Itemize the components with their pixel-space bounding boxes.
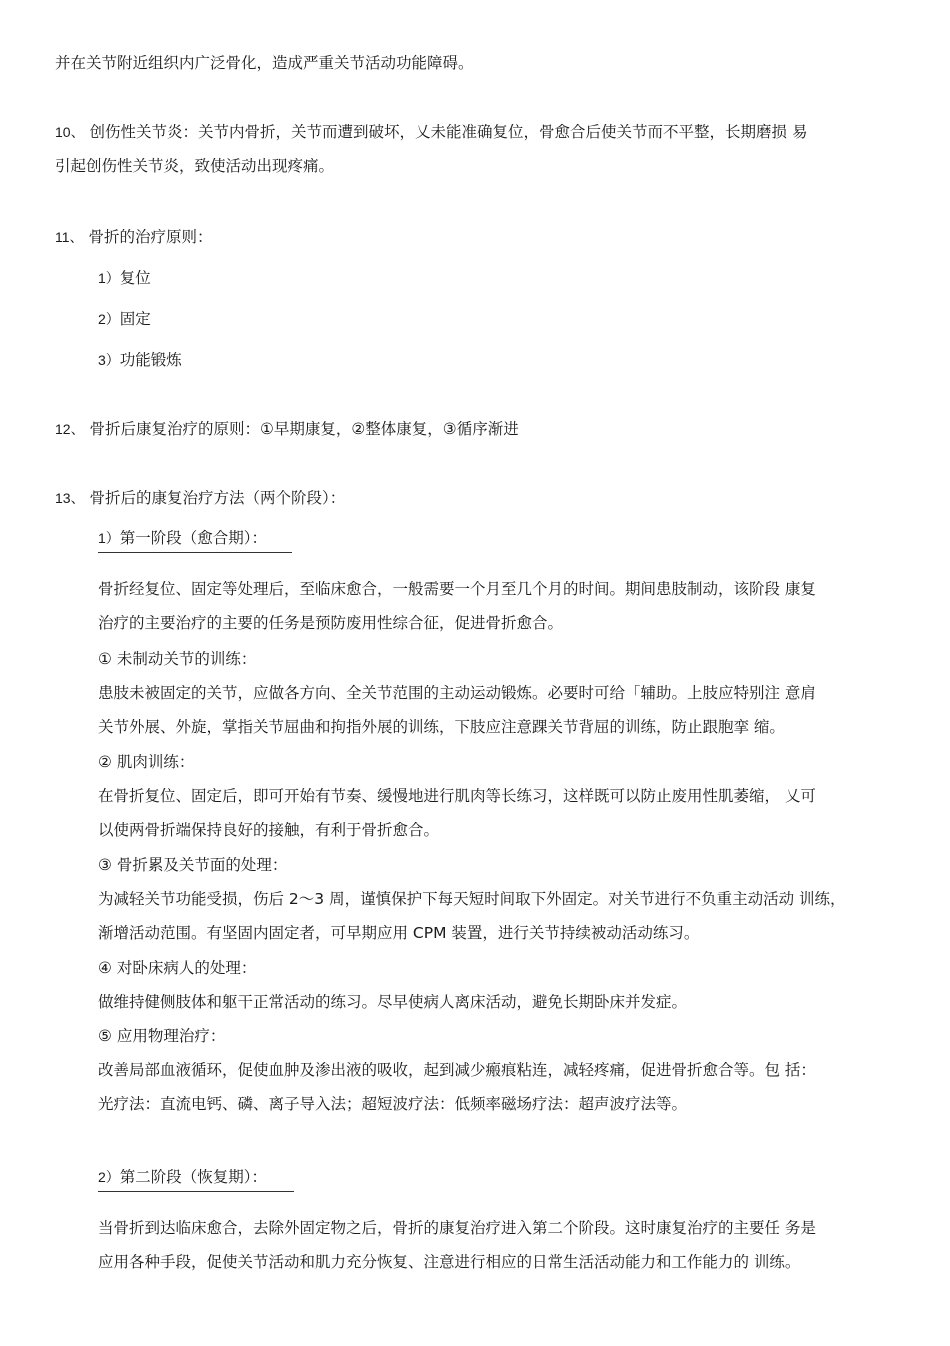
paragraph-line: 引起创伤性关节炎，致使活动出现疼痛。 bbox=[55, 157, 335, 175]
item-number: 10、 bbox=[55, 124, 85, 140]
paragraph-line: 骨折经复位、固定等处理后，至临床愈合，一般需要一个月至几个月的时间。期间患肢制动，该阶段 康复 bbox=[98, 580, 816, 598]
stage-title: 第一阶段（愈合期）： bbox=[119, 529, 268, 547]
principle-1 bbox=[98, 267, 151, 289]
subsection-heading: ② 肌肉训练： bbox=[98, 753, 195, 771]
paragraph-line: 当骨折到达临床愈合，去除外固定物之后，骨折的康复治疗进入第二个阶段。这时康复治疗的主要任 务是 bbox=[98, 1219, 816, 1237]
paragraph-line: 做维持健侧肢体和躯干正常活动的练习。尽早使病人离床活动，避免长期卧床并发症。 bbox=[98, 993, 688, 1011]
sub-number: 2） bbox=[98, 311, 120, 327]
paragraph-line: 在骨折复位、固定后，即可开始有节奏、缓慢地进行肌肉等长练习，这样既可以防止废用性肌萎缩， 乂可 bbox=[98, 787, 816, 805]
principle-3 bbox=[98, 349, 182, 371]
item-number: 11、 bbox=[55, 229, 84, 245]
item-text: 创伤性关节炎：关节内骨折，关节而遭到破坏，乂未能准确复位，骨愈合后使关节而不平整，长期磨损 易 bbox=[89, 123, 808, 141]
sub-number: 1） bbox=[98, 530, 120, 546]
subsection-heading: ① 未制动关节的训练： bbox=[98, 650, 257, 668]
paragraph-line: 以使两骨折端保持良好的接触，有利于骨折愈合。 bbox=[98, 821, 440, 839]
sub-text: 固定 bbox=[119, 310, 151, 328]
item-text: 骨折后的康复治疗方法（两个阶段）： bbox=[89, 489, 346, 507]
item-text: 骨折的治疗原则： bbox=[88, 228, 213, 246]
subsection-heading: ⑤ 应用物理治疗： bbox=[98, 1027, 226, 1045]
paragraph-line: 光疗法：直流电钙、磷、离子导入法；超短波疗法：低频率磁场疗法：超声波疗法等。 bbox=[98, 1095, 688, 1113]
paragraph-line: 应用各种手段，促使关节活动和肌力充分恢复、注意进行相应的日常生活活动能力和工作能力的 训练。 bbox=[98, 1253, 801, 1271]
paragraph-line: 患肢未被固定的关节，应做各方向、全关节范围的主动运动锻炼。必要时可给「辅助。上肢应特别注 意肩 bbox=[98, 684, 816, 702]
item-13 bbox=[55, 487, 345, 509]
sub-text: 功能锻炼 bbox=[119, 351, 182, 369]
paragraph-line: 关节外展、外旋，掌指关节屈曲和拘指外展的训练，下肢应注意踝关节背屈的训练，防止跟胞挛 缩。 bbox=[98, 718, 785, 736]
sub-number: 1） bbox=[98, 270, 120, 286]
item-10 bbox=[55, 121, 807, 143]
item-number: 13、 bbox=[55, 490, 85, 506]
item-number: 12、 bbox=[55, 421, 85, 437]
item-11 bbox=[55, 226, 213, 248]
paragraph-line: 为减轻关节功能受损，伤后 2〜3 周，谨慎保护下每天短时间取下外固定。对关节进行不负重主动活动 训练， bbox=[98, 890, 846, 908]
paragraph-line: 治疗的主要治疗的主要的任务是预防废用性综合征，促进骨折愈合。 bbox=[98, 614, 564, 632]
subsection-heading: ③ 骨折累及关节面的处理： bbox=[98, 856, 288, 874]
item-text: 骨折后康复治疗的原则：①早期康复，②整体康复，③循序渐进 bbox=[89, 420, 519, 438]
stage-2-heading bbox=[98, 1166, 294, 1192]
principle-2 bbox=[98, 308, 151, 330]
sub-number: 3） bbox=[98, 352, 120, 368]
paragraph-line: 并在关节附近组织内广泛骨化，造成严重关节活动功能障碍。 bbox=[55, 54, 474, 72]
sub-text: 复位 bbox=[119, 269, 151, 287]
paragraph-line: 渐增活动范围。有坚固内固定者，可早期应用 CPM 装置，进行关节持续被动活动练习。 bbox=[98, 924, 700, 942]
paragraph-line: 改善局部血液循环，促使血肿及渗出液的吸收，起到减少瘢痕粘连，减轻疼痛，促进骨折愈合等。包 括： bbox=[98, 1061, 816, 1079]
item-12 bbox=[55, 418, 519, 440]
sub-number: 2） bbox=[98, 1169, 120, 1185]
stage-1-heading bbox=[98, 527, 292, 553]
stage-title: 第二阶段（恢复期）： bbox=[119, 1168, 268, 1186]
subsection-heading: ④ 对卧床病人的处理： bbox=[98, 959, 257, 977]
